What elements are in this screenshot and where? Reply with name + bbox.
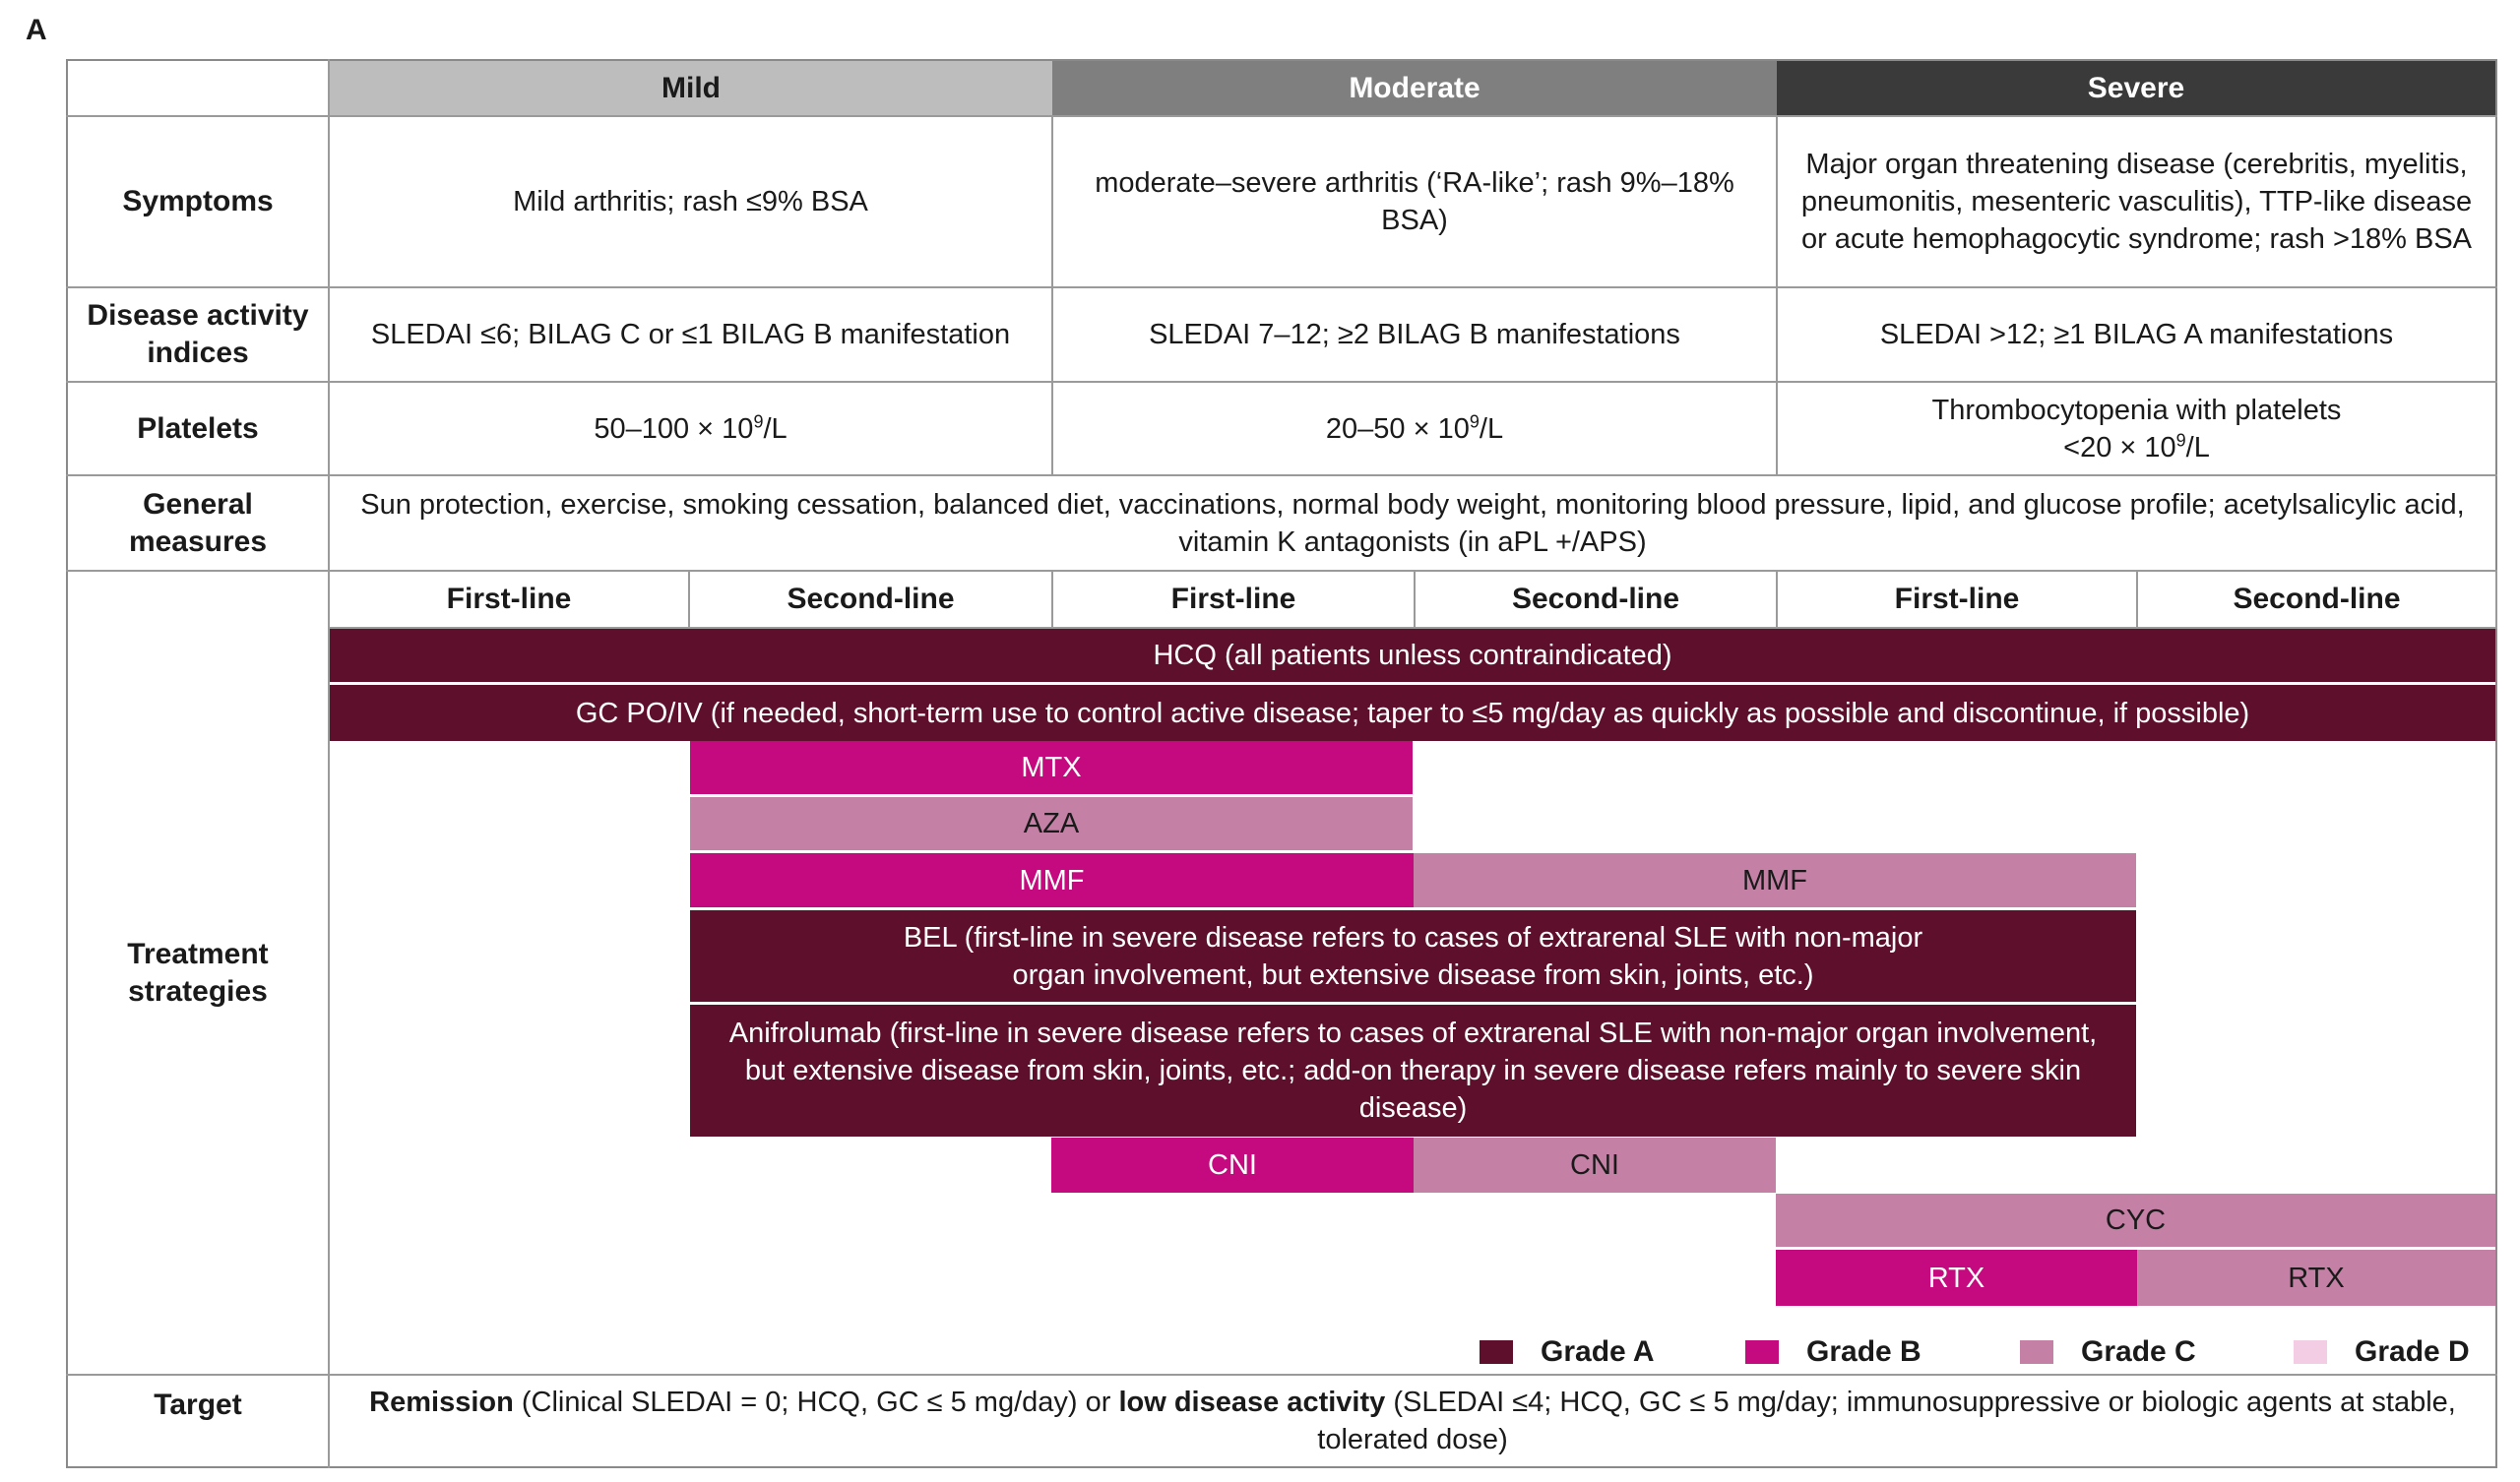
moderate-second-line: Second-line xyxy=(1414,570,1778,629)
mild-second-line: Second-line xyxy=(688,570,1053,629)
platelets-severe: Thrombocytopenia with platelets $<20 \times 10^9/L$ xyxy=(1931,394,2342,463)
platelets-mild: $50-100 \times 10^9/L$ xyxy=(594,410,788,445)
activity-mild: SLEDAI ≤6; BILAG C or ≤1 BILAG B manifestation xyxy=(370,319,1011,350)
mild-first-line: First-line xyxy=(328,570,690,629)
row-label-treatment-strategies: Treatment strategies xyxy=(127,937,269,1008)
panel-label: A xyxy=(26,14,47,46)
platelets-moderate: $20-50 \times 10^9/L$ xyxy=(1325,410,1504,445)
legend-grade-b: Grade B xyxy=(1745,1332,1922,1372)
bar-cyc: CYC xyxy=(1776,1194,2495,1249)
header-moderate: Moderate xyxy=(1052,61,1777,116)
header-mild: Mild xyxy=(330,61,1052,116)
severe-first-line: First-line xyxy=(1776,570,2138,629)
row-label-disease-activity: Disease activity indices xyxy=(87,299,309,369)
bar-mmf-grade-b: MMF xyxy=(690,853,1414,909)
bar-rtx-grade-c: RTX xyxy=(2137,1250,2495,1306)
header-severe: Severe xyxy=(1777,61,2495,116)
legend-swatch-c xyxy=(2020,1340,2053,1364)
bar-cni-grade-b: CNI xyxy=(1051,1138,1414,1193)
legend-grade-a: Grade A xyxy=(1480,1332,1655,1372)
bar-rtx-grade-b: RTX xyxy=(1776,1250,2137,1306)
legend-grade-c: Grade C xyxy=(2020,1332,2196,1372)
legend-swatch-d xyxy=(2294,1340,2327,1364)
legend-grade-d: Grade D xyxy=(2294,1332,2470,1372)
bar-aza: AZA xyxy=(690,797,1413,852)
bar-gc: GC PO/IV (if needed, short-term use to control active disease; taper to ≤5 mg/day as quickly as possible and discontinue, if possible) xyxy=(330,685,2495,741)
symptoms-moderate: moderate–severe arthritis (‘RA-like’; rash 9%–18% BSA) xyxy=(1095,167,1734,236)
bar-anifrolumab: Anifrolumab (first-line in severe disease refers to cases of extrarenal SLE with non-major organ involvement, but extensive disease from skin, joints, etc.; add-on therapy in severe disease refers mainly to severe skin disease) xyxy=(690,1005,2136,1137)
bar-mtx: MTX xyxy=(690,741,1413,796)
severe-second-line: Second-line xyxy=(2136,570,2497,629)
bar-bel: BEL (first-line in severe disease refers to cases of extrarenal SLE with non-major organ involvement, but extensive disease from skin, joints, etc.) xyxy=(690,910,2136,1004)
bar-mmf-grade-c: MMF xyxy=(1414,853,2136,909)
target-text: Remission (Clinical SLEDAI = 0; HCQ, GC ≤ 5 mg/day) or low disease activity (SLEDAI ≤4; HCQ, GC ≤ 5 mg/day; immunosuppressive or biologic agents at stable, tolerated dose) xyxy=(369,1387,2456,1455)
row-label-target: Target xyxy=(154,1389,242,1421)
row-label-platelets: Platelets xyxy=(137,411,259,445)
bar-hcq: HCQ (all patients unless contraindicated) xyxy=(330,629,2495,684)
row-label-general-measures: General measures xyxy=(128,487,268,558)
legend-swatch-b xyxy=(1745,1340,1779,1364)
symptoms-mild: Mild arthritis; rash ≤9% BSA xyxy=(513,186,868,217)
legend-swatch-a xyxy=(1480,1340,1513,1364)
moderate-first-line: First-line xyxy=(1051,570,1416,629)
activity-moderate: SLEDAI 7–12; ≥2 BILAG B manifestations xyxy=(1149,319,1680,350)
symptoms-severe: Major organ threatening disease (cerebritis, myelitis, pneumonitis, mesenteric vasculitis), TTP-like disease or acute hemophagocytic syndrome; rash >18% BSA xyxy=(1800,149,2473,255)
row-label-symptoms: Symptoms xyxy=(122,185,274,217)
general-measures-text: Sun protection, exercise, smoking cessation, balanced diet, vaccinations, normal body weight, monitoring blood pressure, lipid, and glucose profile; acetylsalicylic acid, vitamin K antagonists (in aPL +/APS) xyxy=(360,488,2465,558)
activity-severe: SLEDAI >12; ≥1 BILAG A manifestations xyxy=(1879,319,2394,350)
bar-cni-grade-c: CNI xyxy=(1414,1138,1776,1193)
